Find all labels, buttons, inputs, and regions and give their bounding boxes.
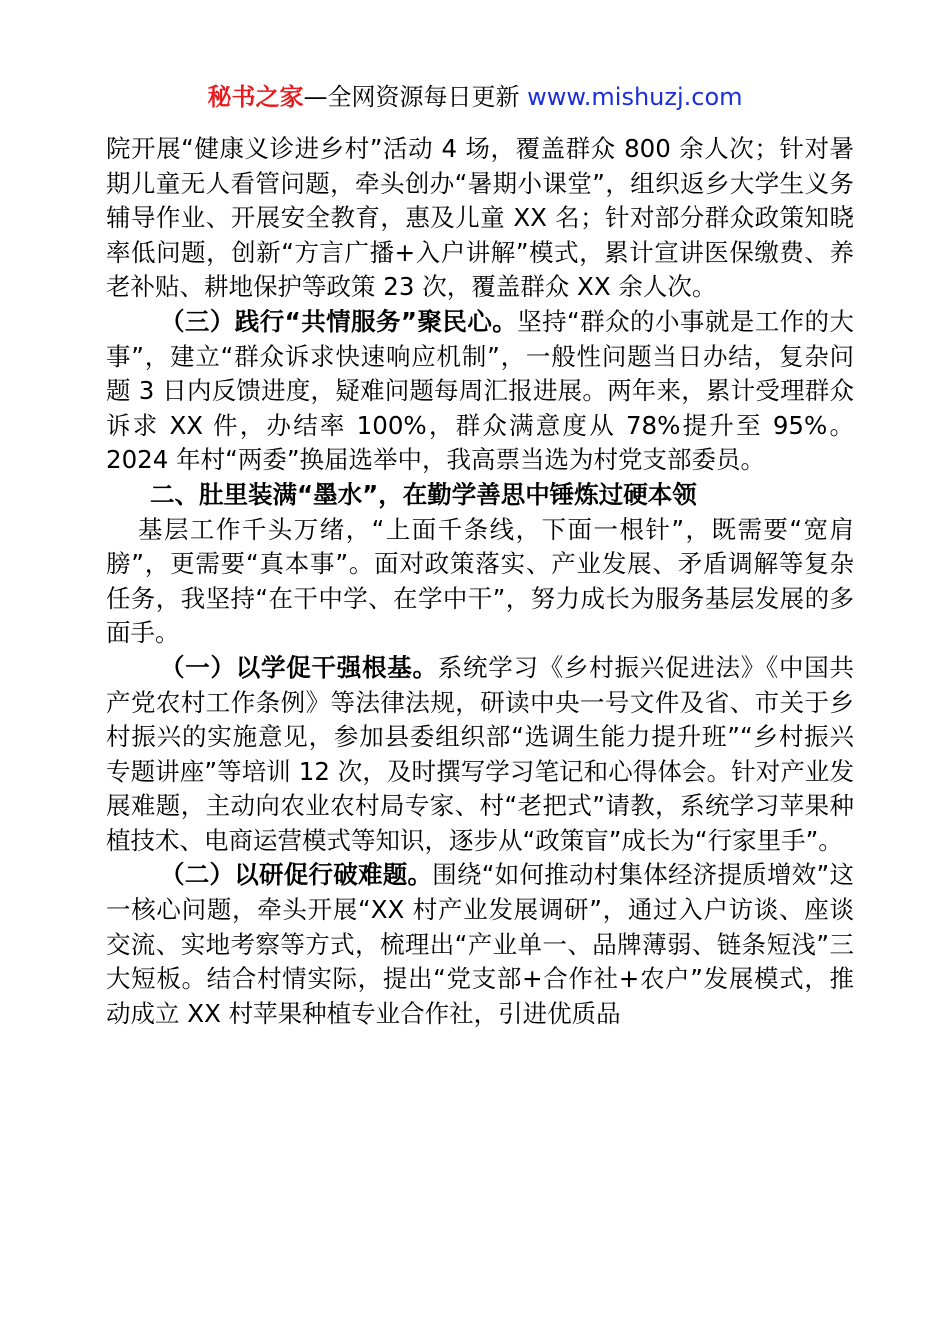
subsection-heading: （一）以学促干强根基。 xyxy=(160,652,438,682)
subsection-heading: （三）践行“共情服务”聚民心。 xyxy=(160,306,518,336)
banner-tagline: —全网资源每日更新 xyxy=(303,83,520,111)
paragraph-text: 坚持“群众的小事就是工作的大事”，建立“群众诉求快速响应机制”，一般性问题当日办结，复杂问题 3 日内反馈进度，疑难问题每周汇报进展。两年来，累计受理群众诉求 XX 件，办结率 100%，群众满意度从 78%提升至 95%。2024 年村“两委”换届选举中，我高票当选为村党支部委员。 xyxy=(106,306,854,475)
paragraph-research xyxy=(106,858,854,1031)
site-banner xyxy=(0,80,950,114)
paragraph-text: 系统学习《乡村振兴促进法》《中国共产党农村工作条例》等法律法规，研读中央一号文件及省、市关于乡村振兴的实施意见，参加县委组织部“选调生能力提升班”“乡村振兴专题讲座”等培训 12 次，及时撰写学习笔记和心得体会。针对产业发展难题，主动向农业农村局专家、村“老把式”请教，系统学习苹果种植技术、电商运营模式等知识，逐步从“政策盲”成长为“行家里手”。 xyxy=(106,652,854,855)
paragraph-text: 围绕“如何推动村集体经济提质增效”这一核心问题，牵头开展“XX 村产业发展调研”，通过入户访谈、座谈交流、实地考察等方式，梳理出“产业单一、品牌薄弱、链条短浅”三大短板。结合村情实际，提出“党支部+合作社+农户”发展模式，推动成立 XX 村苹果种植专业合作社，引进优质品 xyxy=(106,860,854,1028)
paragraph-continued: 院开展“健康义诊进乡村”活动 4 场，覆盖群众 800 余人次；针对暑期儿童无人看管问题，牵头创办“暑期小课堂”，组织返乡大学生义务辅导作业、开展安全教育，惠及儿童 XX 名；针对部分群众政策知晓率低问题，创新“方言广播+入户讲解”模式，累计宣讲医保缴费、养老补贴、耕地保护等政策 23 次，覆盖群众 XX 余人次。 xyxy=(106,134,854,302)
document-body xyxy=(106,132,854,1031)
subsection-heading: （二）以研促行破难题。 xyxy=(160,860,433,890)
brand-name: 秘书之家 xyxy=(207,83,304,111)
section-title: 二、肚里装满“墨水”，在勤学善思中锤炼过硬本领 xyxy=(150,479,697,509)
paragraph-empathy-service xyxy=(106,305,854,478)
paragraph-intro: 基层工作千头万绪，“上面千条线，下面一根针”，既需要“宽肩膀”，更需要“真本事”。面对政策落实、产业发展、矛盾调解等复杂任务，我坚持“在干中学、在学中干”，努力成长为服务基层发展的多面手。 xyxy=(106,514,854,648)
site-url-link[interactable]: www.mishuzj.com xyxy=(527,83,743,111)
paragraph-learning xyxy=(106,651,854,859)
